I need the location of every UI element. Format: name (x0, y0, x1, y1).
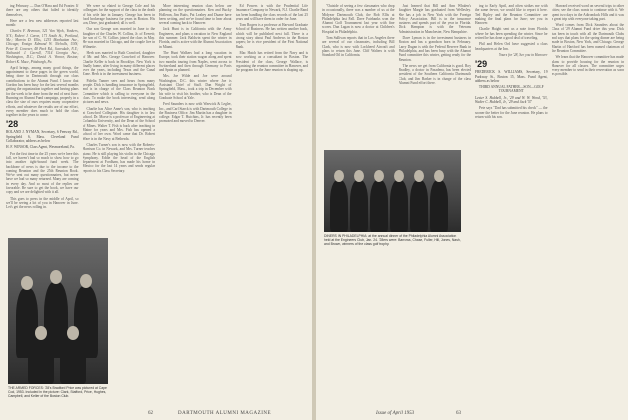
right-column-1 (322, 4, 395, 121)
paragraph: ing February — Dan O'Hara and Ed Frazier. If there are any others that failed to identify themselves, (6, 4, 79, 17)
person-figure (390, 180, 408, 232)
person-figure (430, 180, 448, 232)
address-list: Charles F. Brennan, 321 Van Wyck, Yonkers, N.Y.; Robert J. Caron, 171 South St., Portland, Me.; Marvin D. Ellis, 1235 Manhattan Ave., Chicago; Ensign Edmund W. Nicholls, USN; Peter R. Conover, 48 Park Rd., Scarsdale, N.Y.; Nathaniel J. Carroll, 7314 Georgia Ave., Washington, D.C.; David A. Vinnor, Boston; Robert K. Mace, Pittsburgh, Pa. (6, 29, 79, 64)
page-number: 62 (148, 411, 153, 416)
left-columns (6, 4, 308, 211)
signoff: Yours for '28, See you in Hanover (499, 52, 548, 57)
paragraph: Fred Saunders is now with Warwick & Legler, Inc., and Carl Starck is with Dartmouth College in the Business Office. Jim Martin has a daughter in college. Edgar T. Hutchins, Jr. has recently been promoted and moved to Denver. (159, 102, 232, 124)
page-number: 63 (456, 411, 461, 416)
person-face (80, 274, 92, 288)
person-face (374, 170, 384, 182)
fund-heading: THIRD ANNUAL FATHER—SON—GOLF TOURNAMENT (478, 85, 544, 94)
right-column-2 (399, 4, 472, 121)
person-face (35, 326, 47, 340)
right-column-3 (475, 4, 548, 121)
paragraph: Phil and Helen Ord have suggested a class headquarters at the Inn. (475, 42, 548, 51)
paragraph: Jack Hunt is in California with the Army Engineers, and plans a vacation in New England this summer. Jack Baldwin spent the winter in Florida, and is active with the Alumni Association in Miami. (159, 27, 232, 49)
paragraph: We learn that the Hanover committee has made plans to provide housing for the reunion in Hanover for all classes. The committee urges every member to send in their reservation as soon as possible. (551, 55, 624, 77)
class-secretary: FREDERICK S. WILLIAMS, Secretary, 19 Parkway St., Boston 15, Mass. Fund Agent, address as below (475, 70, 548, 83)
paragraph: Mrs. Joe Wilde and Joe were around Washington, D.C. this winter where Joe is Assistant Chief of Staff. Dan Wright of Springfield, Mass., took a trip in December with his wife to visit his brother, who is Dean of the Graduate School at Yale. (159, 74, 232, 100)
paragraph: Charlie Haight sent us a note from Florida where he has been spending the winter. Since he retired he has done a good deal of traveling. (475, 27, 548, 41)
person-face (394, 170, 404, 182)
right-page (316, 0, 628, 420)
paragraph: April brings, among many good things, the appointment to these pages in the green world, being done in Dartmouth through our class contributions to the Alumni Fund. I know that Gordon has been busy for the last several months getting the organization together and having plans for the week to be done from the end of next June. Running on Alumni Fund campaign, properly in a class the size of ours requires many cooperative efforts, and whatever the results are of our effort, every member does much to hold the class together in the years to come. (6, 65, 79, 118)
person-figure (28, 338, 54, 384)
paragraph: Charlie has Alice Anne's son, who is teaching at Crawford Collegiate. His daughter is in law school. Dr. Morse is a professor of Engineering at Columbia University, and the Dean of the School of Mines. Walter T. Fish is back after teaching in Maine for years and Mrs. Fish has opened a school of her own. Word came that Dr. Robert Ware is in the Navy at Bethesda. (82, 106, 155, 141)
person-face (50, 270, 62, 284)
group-photo (8, 238, 108, 384)
left-column-2 (83, 4, 156, 211)
class-heading: '29 (475, 59, 488, 70)
dinner-group-photo (324, 150, 461, 232)
magazine-name: DARTMOUTH ALUMNI MAGAZINE (178, 411, 272, 416)
person-face (334, 170, 344, 182)
right-column-4 (552, 4, 625, 121)
person-figure (330, 180, 348, 232)
left-column-4 (236, 4, 309, 211)
person-figure (350, 180, 368, 232)
paragraph: Herb was married to Ruth Crawford, daughter of Mr. and Mrs. George Crawford of Hanover. Charlie Keller is back in Brooklyn. New York is finally home, after living in many different places over the years, including Texas and the Canal Zone. Herb is in the investment business. (82, 50, 155, 77)
person-face (414, 170, 424, 182)
paragraph: Here are a few new addresses reported last month: (6, 18, 79, 28)
photo-caption: THE ARMED FORCES: '28's Bradford Price was pictured at Cape Cod, 1953. Included in the picture: Clark, Stafford, Price, Hughes, Campbell, and Keller of the Boston Club. (8, 386, 107, 398)
person-figure (60, 338, 86, 384)
paragraph: For the first time in the 25 years we're here this fall, we haven't had so much to show how to go into another tight-bound fund week. The backbone of news is due to the income to the coming Reunion and the 25th Reunion Book. We've sent out many questionnaires, but never have we had so many returned. Many are coming in every day. And so most of the replies are favorable. Be sure to get the book, we have our copy and we are delighted with it all. (6, 151, 79, 195)
paragraph: Tom Sullivan reports that in Los Angeles there are several of our classmates, including Bill Clark, who is now with Lockheed Aircraft and plans to return this June. Cliff Walters is with Standard Oil in California. (322, 36, 395, 58)
paragraph: This goes to press in the middle of April, so we'll be seeing a lot of you in Hanover in June. Let's get the news rolling in. (6, 196, 79, 210)
paragraph: Harvard received word on several trips to other cities; see the class wants to continue with it. We spent two days in the Adirondack Hills and it was a great trip with everyone taking part. (551, 4, 624, 21)
right-columns (322, 4, 624, 121)
paragraph: Dave Lyman is in the investment business in Boston and has a grandson born in February. Larry Dugan is with the Federal Reserve Bank in Philadelphia, and has been busy with the Alumni Fund committee this winter, getting ready for the Reunion. (398, 36, 471, 62)
person-figure (410, 180, 428, 232)
paragraph: Pete says "Dad has submitted his check" — the sooner the better for the June reunion. He plans to return with his son. (475, 106, 548, 119)
paragraph: Fidelia Tanner sees and hears from many people. Dick is handling insurance in Springfield, and is in charge of the Class Reunion Book Committee which is calling to everyone in the class. To make the book interesting, send along pictures and news. (82, 78, 155, 105)
class-secretary: ROLAND J. NYMAN, Secretary, 6 Fenway Rd., Springfield 6, Mass. Cleveland Fund Collaborator, address as below (6, 130, 79, 144)
paragraph: Word comes from Dick Saunders about the Class of '29 Alumni Fund drive this year. Dick has been in touch with all the Dartmouth Clubs and says that plans for the spring dinner are being made in Boston, New York, and Chicago. George Martin of Hartford has been named chairman of the Reunion Committee. (551, 23, 624, 53)
person-face (67, 326, 79, 340)
left-page (0, 0, 312, 420)
paragraph: Charles Turner's son is now with the Roberts-Harrison Co. in Newark, and Mrs. Turner teaches piano. He is still playing his violin in the Chicago Symphony. Eddie the head of the English department at Fordham, has made his home in Mexico for the last 14 years and sends regular reports to his Class Secretary. (82, 142, 155, 173)
paragraph: More interesting reunion class below are planning on the questionnaires. Ken and Bucky Holleran, Jim Butts, Pat Leahey and Duane have been writing, and we've found time to hear about several coming back to Hanover. (159, 4, 232, 26)
paragraph: Tom Rogers is a professor at Harvard Graduate School of Business. He has written another book, which will be published next fall. There is a strong story about Paul Andrews in the Boston papers; he is vice president of the First National Bank. (235, 23, 308, 49)
paragraph: ing to Early April, and often strikes me with the same fervor, we would like to report it here. Ted Ripley and the Reunion Committee are making the final plans for June; see you in Hanover. (475, 4, 548, 26)
fund-detail: Lester S. Hubbell, Jr., '29 and W. W. Wood, '53, Walter C. Hubbell, Jr., '29 and Jack '57 (475, 95, 548, 105)
paragraph: Mac Hatch has retired from the Navy and is now working as a consultant in Boston. The President of the class, George Wallace, is organizing the reunion committee in Hanover, and the program for the June reunion is shaping up. (235, 50, 308, 73)
paragraph: The news we get from California is good. Roy Bradley, a doctor in Pasadena, has been elected president of the Southern California Dartmouth Club, and Jim Barker is in charge of the class Alumni Fund effort there. (398, 63, 471, 86)
person-face (21, 276, 33, 290)
person-face (434, 170, 444, 182)
photo-caption: DINERS IN PHILADELPHIA: at the annual dinner of the Philadelphia Alumni Association held at the Engineers Club, Jan. 24. '28ers were: Barrows, Chase, Fuller, Hill, Jones, Nash, and Brown, winners of the class golf trophy. (324, 234, 461, 246)
paragraph: Our son George was married in June to the daughter of the Charles W. Collins, Jr. of Everett; the son of C. W. Collins joined the class in May. He was married in Chicago, and the couple live in Wilmette. (82, 27, 155, 49)
person-face (354, 170, 364, 182)
left-column-1 (6, 4, 79, 211)
paragraph: "Outside of seeing a few classmates who drop in occasionally, there was a number of us at the Midyear Dartmouth Club, the Bob Ellis at Philadelphia last Fall. Dave Fairbanks won the Alumni Golf Tournament last year with fine scores. Dan Lagan is now a doctor at Children's Hospital in Philadelphia. (322, 4, 395, 34)
paragraph: The Hunt Walkers had a long vacation in Europe, took their station wagon along and spent two months touring from Naples, went across to Switzerland and then through Germany to Paris and Spain as planned. (159, 50, 232, 73)
left-column-3 (159, 4, 232, 211)
person-figure (370, 180, 388, 232)
paragraph: Just learned that Bill and Ann Whalen's daughter Margie has graduated from Wellesley. She has a job in New York with the Foreign Policy Association. Bill is in the insurance business and spends part of the year in Florida. Dick Hampton is with the Veterans Administration in Manchester, New Hampshire. (398, 4, 471, 34)
class-agent: H. F. WINSOR, Class Agent, Wesmoreland, Pa. (6, 145, 75, 150)
class-heading: '28 (6, 119, 19, 130)
paragraph: We were so elated to George Cole and his colleagues for the support of the class in the death of his wife late in January. George has been in food brokerage business for years in Boston. His son, Dave, just graduated; all is well. (82, 4, 155, 26)
issue-label: Issue of April 1953 (376, 411, 415, 416)
paragraph: Ed Powers is with the Prudential Life Insurance Company in Newark, N.J. Charlie Rand has been handling the class records of the last 25 years and will have them in order for June. (235, 4, 308, 21)
